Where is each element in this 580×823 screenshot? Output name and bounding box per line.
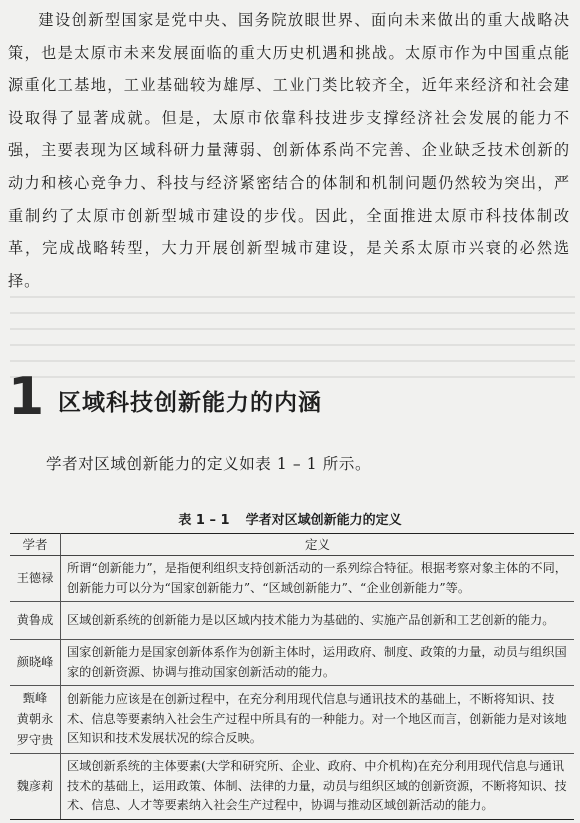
header-scholar: 学者	[10, 534, 61, 556]
definition-cell: 区域创新系统的创新能力是以区域内技术能力为基础的、实施产品创新和工艺创新的能力。	[61, 602, 575, 640]
section-number: 1	[8, 367, 45, 427]
bleed-through-text	[10, 282, 575, 452]
definition-cell: 所谓“创新能力”，是指便利组织支持创新活动的一系列综合特征。根据考察对象主体的不同，创新能力可以分为“国家创新能力”、“区域创新能力”、“企业创新能力”等。	[61, 556, 575, 602]
definition-cell: 创新能力应该是在创新过程中，在充分利用现代信息与通讯技术的基础上，不断将知识、技术、信息等要素纳入社会生产过程中所具有的一种能力。对一个地区而言，创新能力是对该地区知识和技术发展状况的综合反映。	[61, 686, 575, 754]
scholar-cell: 甄峰 黄朝永 罗守贵	[10, 686, 61, 754]
header-definition: 定义	[61, 534, 575, 556]
intro-paragraph: 建设创新型国家是党中央、国务院放眼世界、面向未来做出的重大战略决策，也是太原市未来发展面临的重大历史机遇和挑战。太原市作为中国重点能源重化工基地，工业基础较为雄厚、工业门类比较齐全，近年来经济和社会建设取得了显著成就。但是，太原市依靠科技进步支撑经济社会发展的能力不强，主要表现为区域科研力量薄弱、创新体系尚不完善、企业缺乏技术创新的动力和核心竞争力、科技与经济紧密结合的体制和机制问题仍然较为突出，严重制约了太原市创新型城市建设的步伐。因此，全面推进太原市科技体制改革，完成战略转型，大力开展创新型城市建设，是关系太原市兴衰的必然选择。	[8, 11, 570, 290]
table-caption-title: 学者对区域创新能力的定义	[245, 513, 402, 528]
table-row	[10, 754, 574, 820]
section-heading	[8, 367, 322, 427]
section-title: 区域科技创新能力的内涵	[58, 389, 322, 416]
table-header-row	[10, 534, 574, 556]
definitions-table	[10, 533, 574, 820]
section-lead-sentence: 学者对区域创新能力的定义如表 1 – 1 所示。	[46, 455, 372, 473]
scholar-cell: 王德禄	[10, 556, 61, 602]
table-row	[10, 602, 574, 640]
table-row	[10, 640, 574, 686]
scholar-cell: 黄鲁成	[10, 602, 61, 640]
scholar-cell: 魏彦莉	[10, 754, 61, 820]
table-row	[10, 686, 574, 754]
scholar-cell: 颜晓峰	[10, 640, 61, 686]
table-caption	[0, 509, 580, 528]
table-caption-number: 表 1 – 1	[178, 513, 230, 528]
definition-cell: 国家创新能力是国家创新体系作为创新主体时，运用政府、制度、政策的力量，动员与组织国家的创新资源、协调与推动国家创新活动的能力。	[61, 640, 575, 686]
table-row	[10, 556, 574, 602]
definition-cell: 区域创新系统的主体要素(大学和研究所、企业、政府、中介机构)在充分利用现代信息与通讯技术的基础上，运用政策、体制、法律的力量，动员与组织区域的创新资源，不断将知识、技术、信息、人才等要素纳入社会生产过程中，协调与推动区域创新活动的能力。	[61, 754, 575, 820]
